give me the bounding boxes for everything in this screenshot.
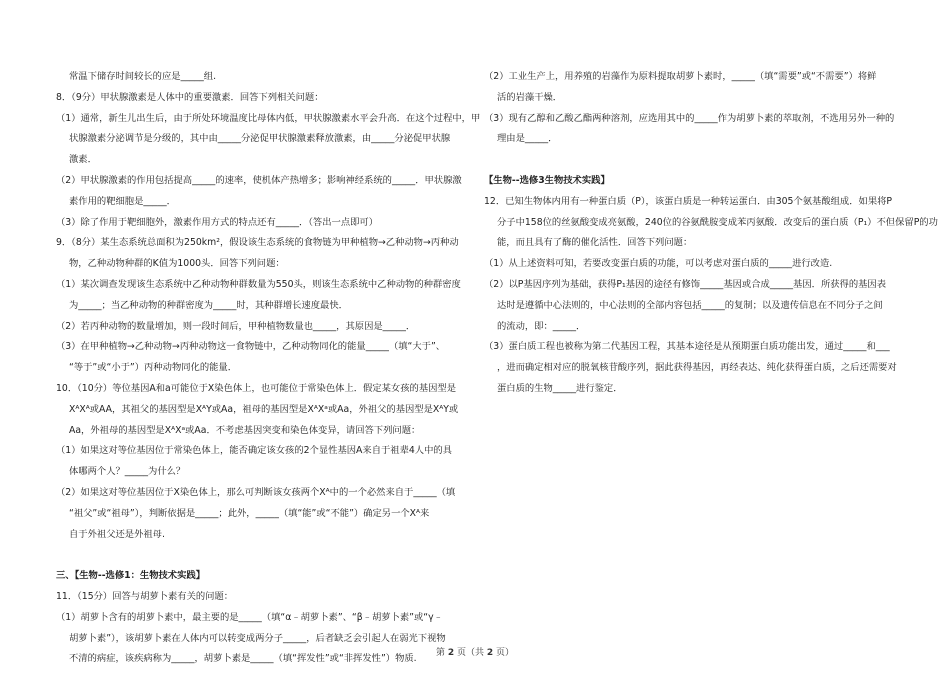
text-line: （2）工业生产上，用养殖的岩藻作为原料提取胡萝卜素时，_____（填“需要”或“不需要”）将鲜 xyxy=(484,71,877,82)
right-column xyxy=(484,70,938,403)
footer-page-number: 2 xyxy=(447,648,455,658)
text-line xyxy=(484,153,894,167)
page-footer xyxy=(0,645,950,658)
section-heading: 【生物--选修3生物技术实践】 xyxy=(484,174,610,186)
text-line: （2）若丙种动物的数量增加，则一段时间后，甲种植物数量也_____，其原因是_____． xyxy=(56,320,416,332)
text-line xyxy=(56,548,466,562)
section-heading: 三、【生物--选修1：生物技术实践】 xyxy=(56,570,205,582)
text-line: （3）蛋白质工程也被称为第二代基因工程，其基本途径是从预期蛋白质功能出发，通过_____和___ xyxy=(484,341,890,353)
text-line: 常温下储存时间较长的应是_____组. xyxy=(69,71,217,82)
text-line: 11．（15分）回答与胡萝卜素有关的问题： xyxy=(56,590,234,602)
text-line: 胡萝卜素”），该胡萝卜素在人体内可以转变成两分子_____，后者缺乏会引起人在弱光下视物 xyxy=(69,632,446,644)
footer-total-pages: 2 xyxy=(486,648,494,658)
text-line: 12．已知生物体内用有一种蛋白质（P），该蛋白质是一种转运蛋白．由305个氨基酸组成．如果将P xyxy=(484,195,893,207)
text-line: 活的岩藻干燥． xyxy=(497,91,563,103)
footer-middle: 页（共 xyxy=(456,648,484,658)
text-line: ，进而确定相对应的脱氧核苷酸序列，据此获得基因，再经表达、纯化获得蛋白质，之后还需要对 xyxy=(497,362,897,374)
text-line: 的流动，即：_____． xyxy=(497,320,586,332)
text-line: 素作用的靶细胞是_____． xyxy=(69,195,176,207)
footer-suffix: 页） xyxy=(496,648,515,658)
text-line: XᴬXᴬ或AA，其祖父的基因型是XᴬY或Aa，祖母的基因型是XᴬXᵃ或Aa，外祖父的基因型是XᴬY或 xyxy=(69,403,459,415)
text-line: “祖父”或“祖母”），判断依据是_____；此外，_____（填“能”或“不能”）确定另一个Xᴬ来 xyxy=(69,507,430,519)
text-line: （2）以P基因序列为基础，获得P₁基因的途径有修饰_____基因或合成_____基因．所获得的基因表 xyxy=(484,278,887,290)
text-line: （3）除了作用于靶细胞外，激素作用方式的特点还有_____．（答出一点即可） xyxy=(56,216,379,228)
footer-prefix: 第 xyxy=(435,648,445,658)
text-line: （1）从上述资料可知，若要改变蛋白质的功能，可以考虑对蛋白质的_____进行改造. xyxy=(484,258,833,270)
text-line: Aa，外祖母的基因型是XᴬXᵃ或Aa．不考虑基因突变和染色体变异，请回答下列问题： xyxy=(69,424,421,436)
text-line: 8．（9分）甲状腺激素是人体中的重要激素．回答下列相关问题： xyxy=(56,91,324,103)
text-line: 蛋白质的生物_____进行鉴定． xyxy=(497,382,623,394)
text-line: （1）胡萝卜含有的胡萝卜素中，最主要的是_____（填“α﹣胡萝卜素”、“β﹣胡萝卜素”或“γ﹣ xyxy=(56,611,443,623)
text-line: 分子中158位的丝氨酸变成亮氨酸，240位的谷氨酰胺变成苯丙氨酸．改变后的蛋白质（P₁）不但保留P的功 xyxy=(497,216,938,228)
text-line: 达时是遵循中心法则的，中心法则的全部内容包括_____的复制；以及遗传信息在不同分子之间 xyxy=(497,299,883,311)
text-line: “等于”或“小于”）丙种动物同化的能量． xyxy=(69,362,238,374)
text-line: 激素． xyxy=(69,154,97,166)
text-line: （3）现有乙醇和乙酸乙酯两种溶剂，应选用其中的_____作为胡萝卜素的萃取剂，不选用另外一种的 xyxy=(484,112,895,124)
text-line: （2）甲状腺激素的作用包括提高_____的速率，使机体产热增多；影响神经系统的_____．甲状腺激 xyxy=(56,174,462,186)
text-line: （1）如果这对等位基因位于常染色体上，能否确定该女孩的2个显性基因A来自于祖辈4人中的具 xyxy=(56,445,452,457)
text-line: 物，乙种动物种群的K值为1000头．回答下列问题： xyxy=(69,258,285,270)
text-line: （1）某次调查发现该生态系统中乙种动物种群数量为550头，则该生态系统中乙种动物的种群密度 xyxy=(56,278,461,290)
text-line: （1）通常，新生儿出生后，由于所处环境温度比母体内低，甲状腺激素水平会升高．在这个过程中，甲 xyxy=(56,112,481,124)
text-line: 能，而且具有了酶的催化活性．回答下列问题： xyxy=(497,237,693,249)
text-line: 状腺激素分泌调节是分级的，其中由_____分泌促甲状腺激素释放激素，由_____分泌促甲状腺 xyxy=(69,133,451,145)
text-line: 理由是_____． xyxy=(497,133,558,145)
text-line: 体哪两个人？_____为什么？ xyxy=(69,466,186,478)
text-line: 不清的病症，该疾病称为_____，胡萝卜素是_____（填“挥发性”或“非挥发性”）物质. xyxy=(69,653,417,665)
text-line: （3）在甲种植物→乙种动物→丙种动物这一食物链中，乙种动物同化的能量_____（填“大于”、 xyxy=(56,341,446,353)
text-line: （2）如果这对等位基因位于X染色体上，那么可判断该女孩两个Xᴬ中的一个必然来自于_____（填 xyxy=(56,486,456,498)
text-line: 9．（8分）某生态系统总面积为250km²，假设该生态系统的食物链为甲种植物→乙种动物→丙种动 xyxy=(56,237,459,249)
text-line: 为_____；当乙种动物的种群密度为_____时，其种群增长速度最快． xyxy=(69,299,348,311)
text-line: 10．（10分）等位基因A和a可能位于X染色体上，也可能位于常染色体上．假定某女孩的基因型是 xyxy=(56,382,457,394)
text-line: 自于外祖父还是外祖母. xyxy=(69,528,165,540)
